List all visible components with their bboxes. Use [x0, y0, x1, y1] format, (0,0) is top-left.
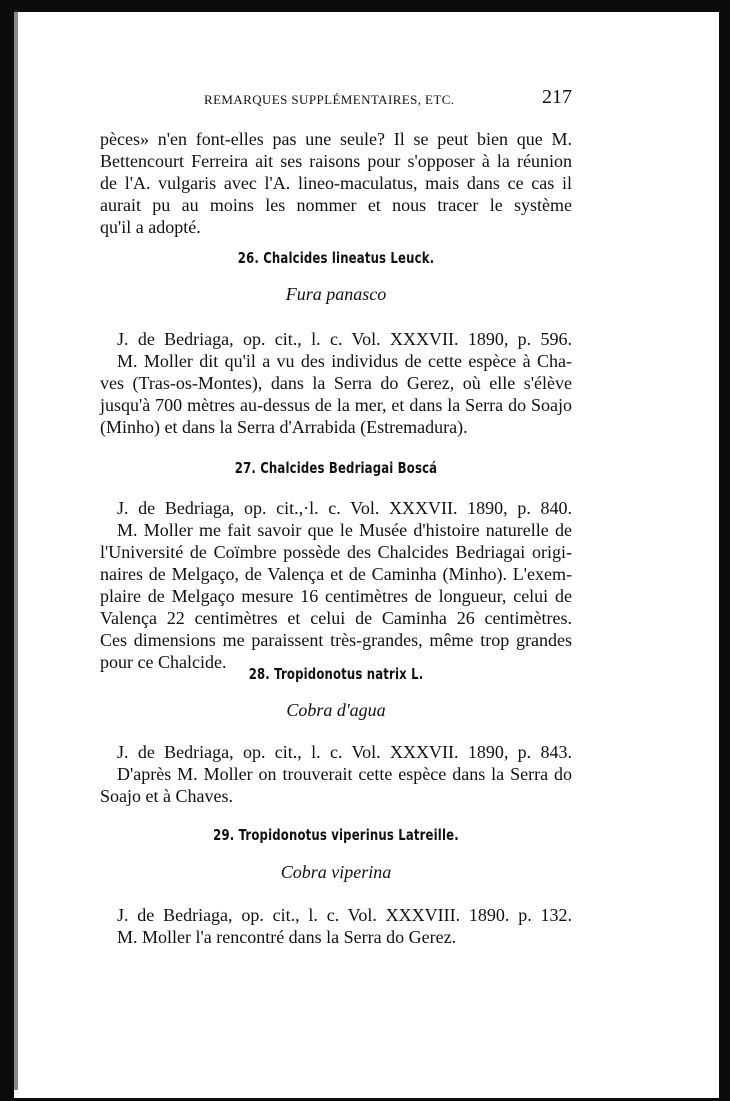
- species-heading: 27. Chalcides Bedriagai Boscá: [234, 459, 438, 477]
- species-heading: 29. Tropidonotus viperinus Latreille.: [213, 826, 459, 844]
- scan-border-top: [0, 0, 730, 12]
- text-line: qu'il a adopté.: [100, 217, 201, 237]
- text-line: aurait pu au moins les nommer et nous tracer le système: [100, 195, 572, 215]
- citation-line: J. de Bedriaga, op. cit., l. c. Vol. XXXVIII. 1890. p. 132.: [117, 905, 572, 925]
- text-line: plaire de Melgaço mesure 16 centimètres de longueur, celui de: [100, 586, 572, 606]
- vernacular-name: Cobra d'agua: [286, 700, 386, 720]
- text-line: l'Université de Coïmbre possède des Chalcides Bedriagai origi-: [100, 542, 572, 562]
- text-line: jusqu'à 700 mètres au-dessus de la mer, et dans la Serra do Soajo: [100, 395, 572, 415]
- text-line: (Minho) et dans la Serra d'Arrabida (Estremadura).: [100, 417, 468, 437]
- species-heading: 26. Chalcides lineatus Leuck.: [237, 249, 435, 267]
- text-line: Bettencourt Ferreira ait ses raisons pour s'opposer à la réunion: [100, 151, 572, 171]
- text-line: D'après M. Moller on trouverait cette espèce dans la Serra do: [117, 764, 572, 784]
- text-line: pour ce Chalcide.: [100, 652, 227, 672]
- vernacular-name: Cobra viperina: [280, 862, 392, 882]
- species-heading: 28. Tropidonotus natrix L.: [248, 665, 424, 683]
- text-line: M. Moller dit qu'il a vu des individus de cette espèce à Cha-: [117, 351, 572, 371]
- vernacular-name: Fura panasco: [285, 284, 387, 304]
- page-number: 217: [542, 86, 572, 108]
- text-line: ves (Tras-os-Montes), dans la Serra do Gerez, où elle s'élève: [100, 373, 572, 393]
- text-line: M. Moller l'a rencontré dans la Serra do Gerez.: [117, 927, 457, 947]
- scan-shadow-left: [14, 10, 18, 1090]
- text-line: Valença 22 centimètres et celui de Caminha 26 centimètres.: [100, 608, 572, 628]
- citation-line: J. de Bedriaga, op. cit., l. c. Vol. XXXVII. 1890, p. 596.: [117, 329, 572, 349]
- page-header: [100, 88, 572, 112]
- text-line: Ces dimensions me paraissent très-grandes, même trop grandes: [100, 630, 572, 650]
- text-line: de l'A. vulgaris avec l'A. lineo-maculatus, mais dans ce cas il: [100, 173, 572, 193]
- citation-line: J. de Bedriaga, op. cit.,·l. c. Vol. XXXVII. 1890, p. 840.: [117, 498, 572, 518]
- text-line: Soajo et à Chaves.: [100, 786, 233, 806]
- running-head: REMARQUES SUPPLÉMENTAIRES, ETC.: [204, 92, 455, 107]
- scan-border-left: [0, 0, 14, 1101]
- text-line: naires de Melgaço, de Valença et de Caminha (Minho). L'exem-: [100, 564, 572, 584]
- text-line: M. Moller me fait savoir que le Musée d'histoire naturelle de: [117, 520, 572, 540]
- text-line: pèces» n'en font-elles pas une seule? Il se peut bien que M.: [100, 129, 572, 149]
- scan-border-right: [719, 0, 730, 1101]
- citation-line: J. de Bedriaga, op. cit., l. c. Vol. XXXVII. 1890, p. 843.: [117, 742, 572, 762]
